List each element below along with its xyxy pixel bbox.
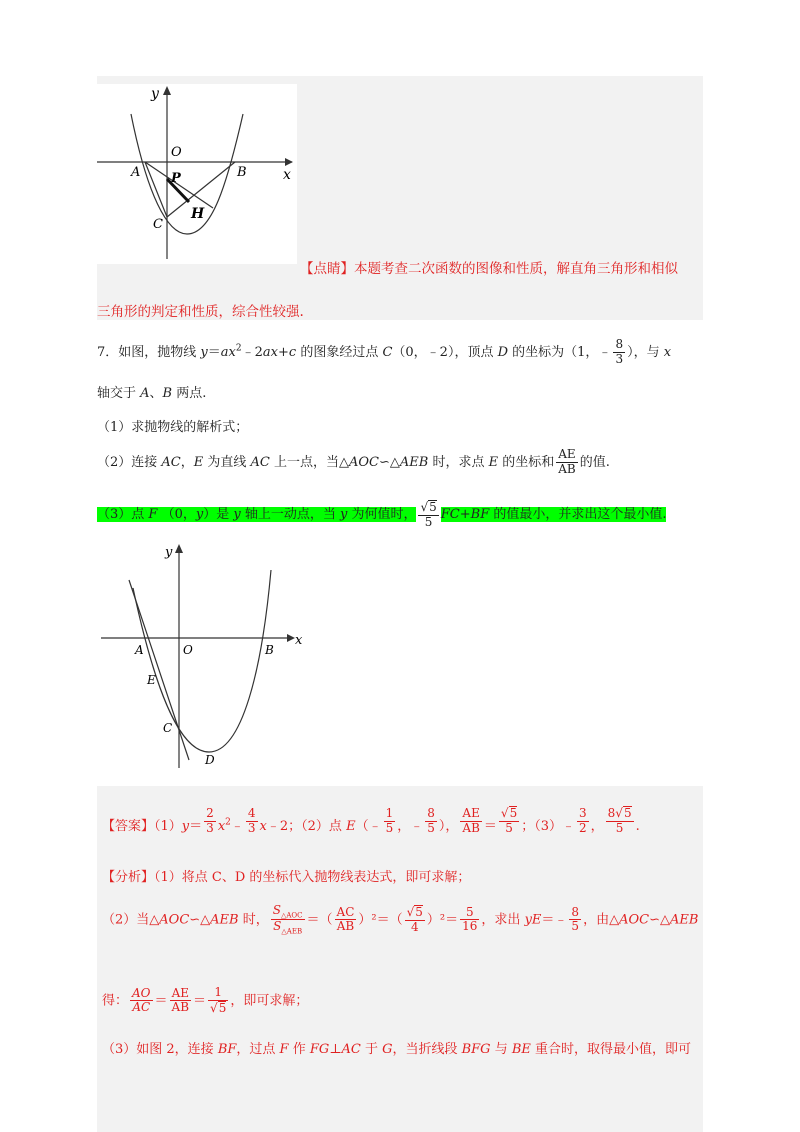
answer-tag: 【答案】 <box>102 818 155 834</box>
fig1-parabola <box>131 114 243 234</box>
fig1-label-x: x <box>283 167 291 183</box>
fig2-label-C: C <box>163 721 173 735</box>
vertex-fraction: $\frac{8}{3}$ <box>615 337 624 366</box>
ae-ab-fraction: $\frac{AE}{AB}$ <box>558 447 576 476</box>
sqrt5-over-5-fraction: $\frac{√5}{5}$ <box>420 500 437 529</box>
answer-block <box>97 786 703 1132</box>
answer-line: 【答案】（1）y＝ $\frac{2}{3}$ $x^2﹣$ $\frac{4}{3}$ x﹣2；（2）点 E（﹣ $\frac{1}{5}$ ，﹣ $\frac{8}{5}$ ）， $\frac{AE}{AB}$ ＝ $\frac{√5}{5}$ ；（3）﹣ $\frac{3}{2}$ ， $\frac{8√5}{5}$ . <box>102 806 640 835</box>
question-1: （1）求抛物线的解析式； <box>97 420 249 435</box>
analysis-line-4: （3）如图 2，连接 BF，过点 F 作 FG⊥AC 于 G，当折线段 BFG 与 BE 重合时，取得最小值，即可 <box>102 1042 692 1057</box>
fig1-x-arrow <box>285 158 293 166</box>
fig1-label-C: C <box>153 217 163 232</box>
fig1-y-arrow <box>163 86 171 95</box>
figure-1-svg <box>97 84 297 264</box>
comment-tag: 【点睛】 <box>300 261 354 277</box>
fig1-label-B: B <box>237 165 247 180</box>
fig2-label-y: y <box>165 545 173 560</box>
fig1-label-A: A <box>131 165 141 180</box>
fig2-x-arrow <box>287 634 295 642</box>
figure-2-svg <box>97 540 317 772</box>
fig2-label-B: B <box>265 643 274 657</box>
fig2-label-D: D <box>205 753 215 767</box>
analysis-line-2: （2）当△AOC∽△AEB 时， $\frac{S_{\triangle AOC}}{S_{\triangle AEB}}$ ＝（ $\frac{AC}{AB}$ ）²＝（ $\frac{√5}{4}$ ）²＝ $\frac{5}{16}$ ，求出 yE＝﹣ $\frac{8}{5}$ ，由△AOC∽△AEB <box>102 903 699 936</box>
fig2-label-x: x <box>295 633 303 648</box>
comment-text-2: 三角形的判定和性质，综合性较强. <box>97 304 304 320</box>
question-2: （2）连接 AC，E 为直线 AC 上一点，当△AOC∽△AEB 时，求点 E 的坐标和 $\frac{AE}{AB}$ 的值. <box>97 447 610 476</box>
fig2-y-arrow <box>175 544 183 553</box>
comment-line-2 <box>97 300 304 320</box>
analysis-line-3: 得： $\frac{AO}{AC}$ ＝ $\frac{AE}{AB}$ ＝ $\frac{1}{√5}$ ，即可求解； <box>102 985 309 1015</box>
question-3-highlight: （3）点 F （0，y）是 y 轴上一动点，当 y 为何值时， <box>97 507 417 523</box>
fig2-label-A: A <box>135 643 144 657</box>
question-3: （3）点 F （0，y）是 y 轴上一动点，当 y 为何值时， $\frac{√5}{5}$ FC+BF 的值最小，并求出这个最小值. <box>97 500 667 529</box>
fig2-line-AC <box>129 580 189 760</box>
fig1-label-y: y <box>151 86 159 102</box>
fig2-label-O: O <box>183 643 193 657</box>
problem-stem-line-1: 7．如图，抛物线 $y=ax^2﹣2ax+c$ 的图象经过点 C（0，﹣2），顶点 D 的坐标为（1，﹣ $\frac{8}{3}$ ），与 x <box>97 337 672 366</box>
problem-number: 7． <box>97 344 119 360</box>
analysis-line-1: 【分析】（1）将点 C、D 的坐标代入抛物线表达式，即可求解； <box>102 870 471 885</box>
fig1-label-P: P <box>171 171 181 186</box>
fig1-label-H: H <box>191 206 205 222</box>
analysis-tag: 【分析】 <box>102 870 155 885</box>
comment-line-1 <box>300 257 678 277</box>
problem-stem-line-2: 轴交于 A、B 两点. <box>97 386 207 401</box>
fig2-label-E: E <box>147 673 156 687</box>
figure-1 <box>97 84 297 264</box>
fig2-parabola <box>133 570 271 752</box>
fig1-line-AC <box>145 162 167 217</box>
fig1-label-O: O <box>171 145 182 160</box>
comment-text-1: 本题考查二次函数的图像和性质，解直角三角形和相似 <box>354 261 678 277</box>
figure-2 <box>97 540 317 772</box>
